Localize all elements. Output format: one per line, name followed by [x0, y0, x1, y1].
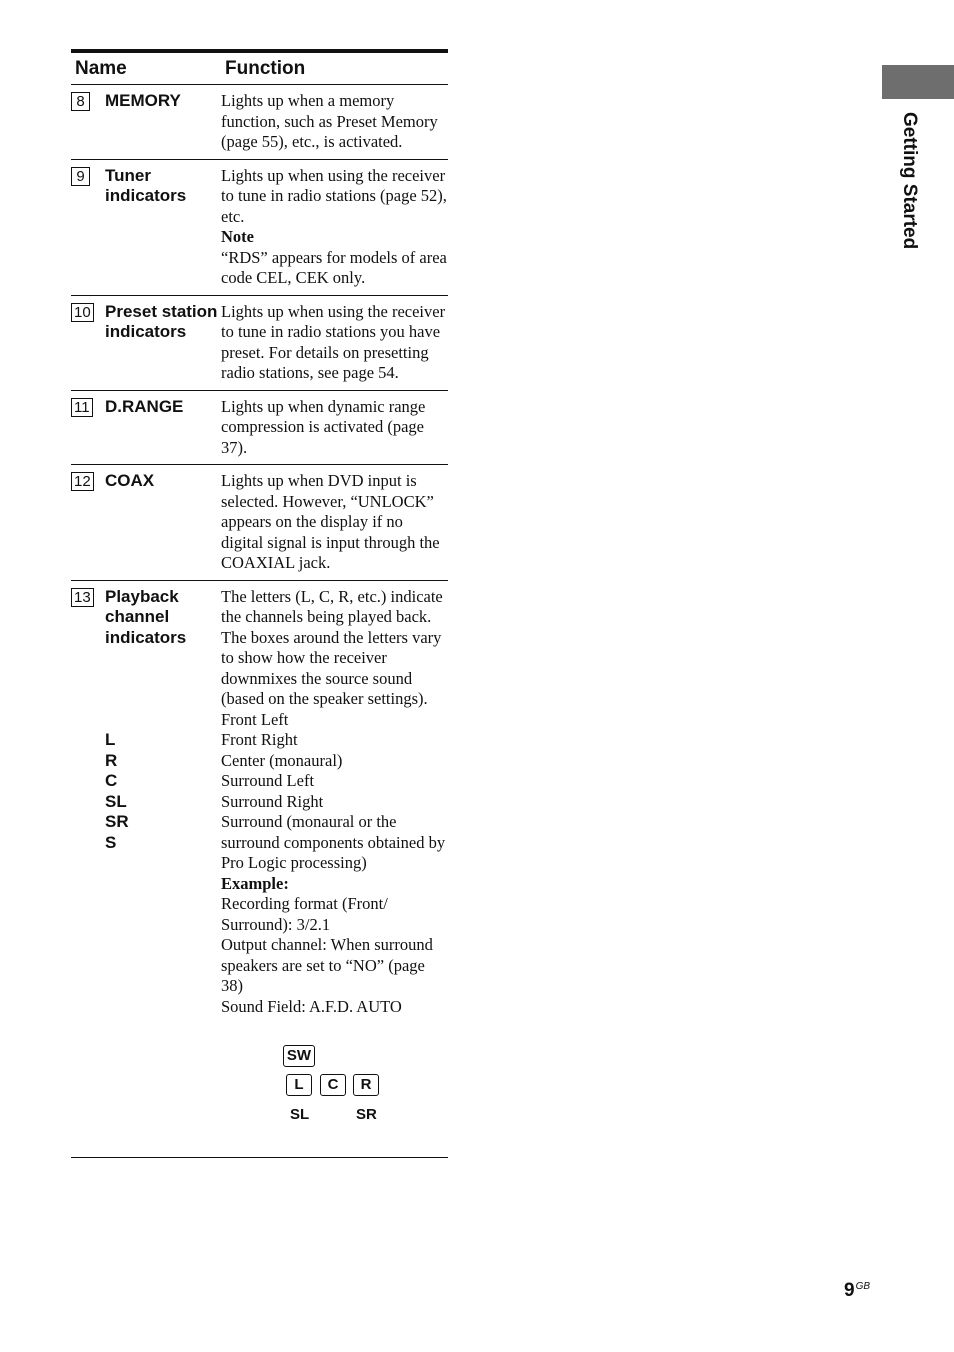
item-name: Preset station indicators — [105, 301, 218, 341]
header-function: Function — [225, 58, 306, 79]
channel-desc: Front Left — [221, 709, 289, 729]
note-label: Note — [221, 227, 254, 246]
page-number — [844, 1280, 870, 1302]
page-number-suffix: GB — [855, 1281, 871, 1292]
channel-box-r: R — [353, 1074, 379, 1096]
channel-code-list — [105, 730, 221, 853]
item-name: Tuner indicators — [105, 165, 187, 205]
item-number: 12 — [71, 472, 94, 491]
item-function: Lights up when using the receiver to tune in radio stations you have preset. For details on presetting radio stations, see page 54. — [221, 301, 446, 382]
channel-box-c: C — [320, 1074, 346, 1096]
item-number: 11 — [71, 398, 93, 417]
channel-label-sr: SR — [356, 1106, 377, 1123]
item-function: Lights up when dynamic range compression is activated (page 37). — [221, 396, 426, 457]
item-function: The letters (L, C, R, etc.) indicate the channels being played back. The boxes around the letters vary to show how the receiver downmixes the source sound (based on the speaker settings). — [221, 586, 443, 708]
example-label: Example: — [221, 873, 289, 893]
channel-code: SL — [105, 791, 127, 811]
item-number: 10 — [71, 303, 94, 322]
item-number: 13 — [71, 588, 94, 607]
item-function: Lights up when using the receiver to tune in radio stations (page 52), etc. — [221, 165, 447, 226]
item-function: Lights up when a memory function, such as Preset Memory (page 55), etc., is activated. — [221, 91, 438, 151]
example-line: Sound Field: A.F.D. AUTO — [221, 996, 402, 1016]
item-name: MEMORY — [105, 91, 181, 110]
example-line: Recording format (Front/ Surround): 3/2.1 — [221, 894, 388, 934]
table-row — [71, 391, 448, 466]
functions-table — [71, 49, 448, 1158]
item-name: Playback channel indicators — [105, 586, 187, 647]
channel-box-sw: SW — [283, 1045, 315, 1067]
item-number: 9 — [71, 167, 90, 186]
channel-code: L — [105, 730, 116, 749]
channel-code: R — [105, 750, 118, 770]
header-name: Name — [75, 58, 127, 79]
channel-code: SR — [105, 812, 129, 831]
item-function: Lights up when DVD input is selected. However, “UNLOCK” appears on the display if no digital signal is input through the COAXIAL jack. — [221, 471, 440, 572]
note-text: “RDS” appears for models of area code CEL, CEK only. — [221, 247, 447, 287]
channel-desc: Surround Left — [221, 771, 315, 790]
table-row — [71, 581, 448, 1159]
item-number: 8 — [71, 92, 90, 111]
channel-display-diagram — [221, 1033, 448, 1151]
section-tab-marker — [882, 65, 954, 99]
channel-code: C — [105, 771, 118, 790]
page-number-value: 9 — [844, 1280, 855, 1301]
channel-desc: Surround (monaural or the surround components obtained by Pro Logic processing) — [221, 812, 446, 872]
channel-desc: Front Right — [221, 730, 298, 749]
table-header — [71, 53, 448, 85]
channel-label-sl: SL — [290, 1106, 310, 1123]
channel-desc: Center (monaural) — [221, 750, 343, 770]
item-name: COAX — [105, 471, 155, 490]
section-tab-label: Getting Started — [899, 112, 920, 250]
channel-desc: Surround Right — [221, 791, 324, 811]
example-line: Output channel: When surround speakers are set to “NO” (page 38) — [221, 935, 433, 995]
channel-code: S — [105, 832, 117, 852]
channel-box-l: L — [286, 1074, 312, 1096]
table-row — [71, 160, 448, 296]
table-row — [71, 296, 448, 391]
table-row — [71, 85, 448, 160]
item-name: D.RANGE — [105, 396, 184, 416]
table-row — [71, 465, 448, 581]
